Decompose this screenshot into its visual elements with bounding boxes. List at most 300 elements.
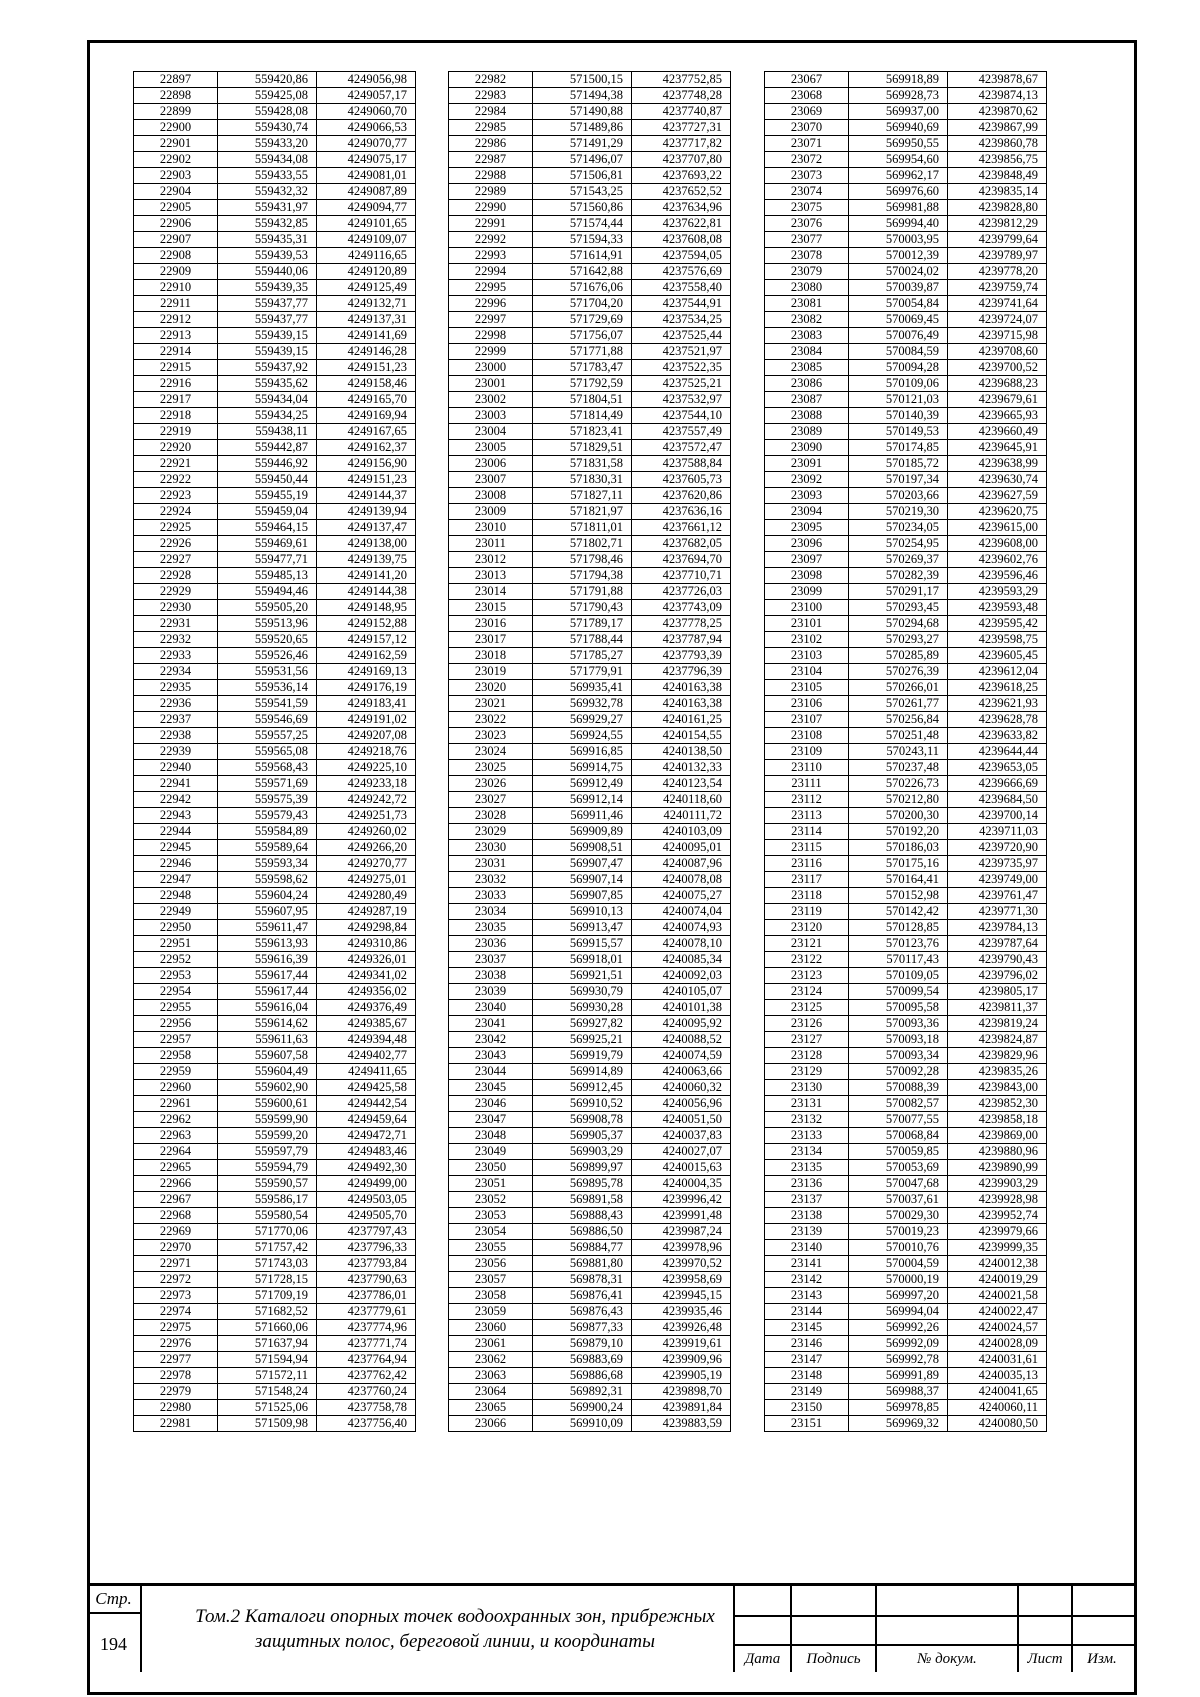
table-row bbox=[765, 632, 1047, 648]
y-coordinate-cell: 4240103,09 bbox=[632, 824, 731, 840]
y-coordinate-cell: 4249139,94 bbox=[317, 504, 416, 520]
x-coordinate-cell: 571771,88 bbox=[533, 344, 632, 360]
y-coordinate-cell: 4240080,50 bbox=[948, 1416, 1047, 1432]
point-number-cell: 23142 bbox=[765, 1272, 849, 1288]
x-coordinate-cell: 571506,81 bbox=[533, 168, 632, 184]
x-coordinate-cell: 559438,11 bbox=[218, 424, 317, 440]
point-number-cell: 22949 bbox=[134, 904, 218, 920]
point-number-cell: 23094 bbox=[765, 504, 849, 520]
x-coordinate-cell: 571791,88 bbox=[533, 584, 632, 600]
y-coordinate-cell: 4239688,23 bbox=[948, 376, 1047, 392]
x-coordinate-cell: 559432,32 bbox=[218, 184, 317, 200]
x-coordinate-cell: 571682,52 bbox=[218, 1304, 317, 1320]
title-block bbox=[87, 1583, 1137, 1672]
table-row bbox=[449, 952, 731, 968]
table-row bbox=[449, 392, 731, 408]
table-row bbox=[765, 872, 1047, 888]
point-number-cell: 23122 bbox=[765, 952, 849, 968]
x-coordinate-cell: 559428,08 bbox=[218, 104, 317, 120]
x-coordinate-cell: 571704,20 bbox=[533, 296, 632, 312]
y-coordinate-cell: 4239720,90 bbox=[948, 840, 1047, 856]
table-row bbox=[449, 72, 731, 88]
y-coordinate-cell: 4249060,70 bbox=[317, 104, 416, 120]
y-coordinate-cell: 4237525,21 bbox=[632, 376, 731, 392]
y-coordinate-cell: 4249144,37 bbox=[317, 488, 416, 504]
y-coordinate-cell: 4240060,32 bbox=[632, 1080, 731, 1096]
table-row bbox=[449, 312, 731, 328]
point-number-cell: 23026 bbox=[449, 776, 533, 792]
table-row bbox=[134, 1400, 416, 1416]
y-coordinate-cell: 4237793,84 bbox=[317, 1256, 416, 1272]
y-coordinate-cell: 4240027,07 bbox=[632, 1144, 731, 1160]
x-coordinate-cell: 559594,79 bbox=[218, 1160, 317, 1176]
point-number-cell: 23104 bbox=[765, 664, 849, 680]
table-row bbox=[134, 1320, 416, 1336]
point-number-cell: 22911 bbox=[134, 296, 218, 312]
point-number-cell: 23028 bbox=[449, 808, 533, 824]
table-row bbox=[765, 680, 1047, 696]
table-row bbox=[449, 568, 731, 584]
table-row bbox=[134, 1112, 416, 1128]
y-coordinate-cell: 4237758,78 bbox=[317, 1400, 416, 1416]
x-coordinate-cell: 571830,31 bbox=[533, 472, 632, 488]
y-coordinate-cell: 4237652,52 bbox=[632, 184, 731, 200]
x-coordinate-cell: 569940,69 bbox=[849, 120, 948, 136]
point-number-cell: 23105 bbox=[765, 680, 849, 696]
point-number-cell: 22939 bbox=[134, 744, 218, 760]
y-coordinate-cell: 4249505,70 bbox=[317, 1208, 416, 1224]
x-coordinate-cell: 559611,63 bbox=[218, 1032, 317, 1048]
table-row bbox=[134, 1176, 416, 1192]
y-coordinate-cell: 4239812,29 bbox=[948, 216, 1047, 232]
x-coordinate-cell: 559531,56 bbox=[218, 664, 317, 680]
y-coordinate-cell: 4237796,39 bbox=[632, 664, 731, 680]
y-coordinate-cell: 4240118,60 bbox=[632, 792, 731, 808]
point-number-cell: 22901 bbox=[134, 136, 218, 152]
point-number-cell: 23128 bbox=[765, 1048, 849, 1064]
x-coordinate-cell: 570088,39 bbox=[849, 1080, 948, 1096]
y-coordinate-cell: 4239952,74 bbox=[948, 1208, 1047, 1224]
y-coordinate-cell: 4237557,49 bbox=[632, 424, 731, 440]
x-coordinate-cell: 569992,09 bbox=[849, 1336, 948, 1352]
y-coordinate-cell: 4249326,01 bbox=[317, 952, 416, 968]
x-coordinate-cell: 571779,91 bbox=[533, 664, 632, 680]
x-coordinate-cell: 571494,38 bbox=[533, 88, 632, 104]
y-coordinate-cell: 4239630,74 bbox=[948, 472, 1047, 488]
table-row bbox=[449, 1192, 731, 1208]
y-coordinate-cell: 4237525,44 bbox=[632, 328, 731, 344]
point-number-cell: 22936 bbox=[134, 696, 218, 712]
table-row bbox=[765, 1032, 1047, 1048]
x-coordinate-cell: 570276,39 bbox=[849, 664, 948, 680]
y-coordinate-cell: 4239856,75 bbox=[948, 152, 1047, 168]
table-row bbox=[449, 1112, 731, 1128]
y-coordinate-cell: 4239761,47 bbox=[948, 888, 1047, 904]
point-number-cell: 22989 bbox=[449, 184, 533, 200]
y-coordinate-cell: 4237797,43 bbox=[317, 1224, 416, 1240]
y-coordinate-cell: 4240035,13 bbox=[948, 1368, 1047, 1384]
point-number-cell: 23116 bbox=[765, 856, 849, 872]
table-row bbox=[765, 360, 1047, 376]
x-coordinate-cell: 559590,57 bbox=[218, 1176, 317, 1192]
y-coordinate-cell: 4240051,50 bbox=[632, 1112, 731, 1128]
table-row bbox=[134, 584, 416, 600]
table-row bbox=[449, 104, 731, 120]
x-coordinate-cell: 570219,30 bbox=[849, 504, 948, 520]
y-coordinate-cell: 4237756,40 bbox=[317, 1416, 416, 1432]
table-row bbox=[765, 808, 1047, 824]
table-row bbox=[134, 88, 416, 104]
x-coordinate-cell: 570039,87 bbox=[849, 280, 948, 296]
x-coordinate-cell: 571743,03 bbox=[218, 1256, 317, 1272]
table-row bbox=[765, 1304, 1047, 1320]
table-row bbox=[765, 744, 1047, 760]
point-number-cell: 22986 bbox=[449, 136, 533, 152]
document-title-line-2: защитных полос, береговой линии, и координаты bbox=[254, 1631, 655, 1652]
point-number-cell: 23125 bbox=[765, 1000, 849, 1016]
table-row bbox=[449, 856, 731, 872]
y-coordinate-cell: 4237764,94 bbox=[317, 1352, 416, 1368]
point-number-cell: 23124 bbox=[765, 984, 849, 1000]
y-coordinate-cell: 4239958,69 bbox=[632, 1272, 731, 1288]
table-row bbox=[765, 504, 1047, 520]
y-coordinate-cell: 4240031,61 bbox=[948, 1352, 1047, 1368]
point-number-cell: 22958 bbox=[134, 1048, 218, 1064]
y-coordinate-cell: 4237748,28 bbox=[632, 88, 731, 104]
point-number-cell: 23082 bbox=[765, 312, 849, 328]
table-row bbox=[765, 264, 1047, 280]
x-coordinate-cell: 569919,79 bbox=[533, 1048, 632, 1064]
point-number-cell: 23136 bbox=[765, 1176, 849, 1192]
table-row bbox=[765, 488, 1047, 504]
coordinates-table-1 bbox=[133, 71, 416, 1432]
y-coordinate-cell: 4237532,97 bbox=[632, 392, 731, 408]
table-row bbox=[765, 1256, 1047, 1272]
point-number-cell: 23133 bbox=[765, 1128, 849, 1144]
table-row bbox=[449, 744, 731, 760]
table-row bbox=[765, 888, 1047, 904]
x-coordinate-cell: 569913,47 bbox=[533, 920, 632, 936]
y-coordinate-cell: 4249116,65 bbox=[317, 248, 416, 264]
point-number-cell: 22960 bbox=[134, 1080, 218, 1096]
x-coordinate-cell: 559589,64 bbox=[218, 840, 317, 856]
table-row bbox=[449, 1400, 731, 1416]
table-row bbox=[134, 824, 416, 840]
table-row bbox=[449, 712, 731, 728]
table-row bbox=[134, 472, 416, 488]
x-coordinate-cell: 571756,07 bbox=[533, 328, 632, 344]
point-number-cell: 22942 bbox=[134, 792, 218, 808]
point-number-cell: 22937 bbox=[134, 712, 218, 728]
table-row bbox=[134, 1256, 416, 1272]
x-coordinate-cell: 569916,85 bbox=[533, 744, 632, 760]
x-coordinate-cell: 569918,89 bbox=[849, 72, 948, 88]
point-number-cell: 23048 bbox=[449, 1128, 533, 1144]
x-coordinate-cell: 570117,43 bbox=[849, 952, 948, 968]
x-coordinate-cell: 569910,13 bbox=[533, 904, 632, 920]
point-number-cell: 22944 bbox=[134, 824, 218, 840]
point-number-cell: 22975 bbox=[134, 1320, 218, 1336]
y-coordinate-cell: 4249141,69 bbox=[317, 328, 416, 344]
x-coordinate-cell: 559584,89 bbox=[218, 824, 317, 840]
x-coordinate-cell: 559433,55 bbox=[218, 168, 317, 184]
point-number-cell: 22915 bbox=[134, 360, 218, 376]
x-coordinate-cell: 569891,58 bbox=[533, 1192, 632, 1208]
table-row bbox=[765, 648, 1047, 664]
x-coordinate-cell: 570076,49 bbox=[849, 328, 948, 344]
point-number-cell: 23145 bbox=[765, 1320, 849, 1336]
x-coordinate-cell: 571798,46 bbox=[533, 552, 632, 568]
point-number-cell: 23120 bbox=[765, 920, 849, 936]
x-coordinate-cell: 569912,49 bbox=[533, 776, 632, 792]
y-coordinate-cell: 4249251,73 bbox=[317, 808, 416, 824]
point-number-cell: 23141 bbox=[765, 1256, 849, 1272]
table-row bbox=[134, 568, 416, 584]
x-coordinate-cell: 570019,23 bbox=[849, 1224, 948, 1240]
point-number-cell: 23051 bbox=[449, 1176, 533, 1192]
point-number-cell: 22943 bbox=[134, 808, 218, 824]
x-coordinate-cell: 569969,32 bbox=[849, 1416, 948, 1432]
point-number-cell: 23060 bbox=[449, 1320, 533, 1336]
y-coordinate-cell: 4240060,11 bbox=[948, 1400, 1047, 1416]
table-row bbox=[449, 184, 731, 200]
table-row bbox=[134, 904, 416, 920]
table-row bbox=[449, 408, 731, 424]
table-row bbox=[449, 264, 731, 280]
x-coordinate-cell: 570142,42 bbox=[849, 904, 948, 920]
y-coordinate-cell: 4249341,02 bbox=[317, 968, 416, 984]
y-coordinate-cell: 4239945,15 bbox=[632, 1288, 731, 1304]
point-number-cell: 22932 bbox=[134, 632, 218, 648]
table-row bbox=[449, 1016, 731, 1032]
point-number-cell: 23047 bbox=[449, 1112, 533, 1128]
y-coordinate-cell: 4237634,96 bbox=[632, 200, 731, 216]
point-number-cell: 23086 bbox=[765, 376, 849, 392]
y-coordinate-cell: 4249356,02 bbox=[317, 984, 416, 1000]
point-number-cell: 23052 bbox=[449, 1192, 533, 1208]
point-number-cell: 23030 bbox=[449, 840, 533, 856]
y-coordinate-cell: 4239996,42 bbox=[632, 1192, 731, 1208]
x-coordinate-cell: 569937,00 bbox=[849, 104, 948, 120]
y-coordinate-cell: 4240028,09 bbox=[948, 1336, 1047, 1352]
y-coordinate-cell: 4249109,07 bbox=[317, 232, 416, 248]
y-coordinate-cell: 4237521,97 bbox=[632, 344, 731, 360]
y-coordinate-cell: 4249280,49 bbox=[317, 888, 416, 904]
point-number-cell: 22934 bbox=[134, 664, 218, 680]
table-row bbox=[449, 88, 731, 104]
point-number-cell: 22921 bbox=[134, 456, 218, 472]
y-coordinate-cell: 4240037,83 bbox=[632, 1128, 731, 1144]
point-number-cell: 23091 bbox=[765, 456, 849, 472]
x-coordinate-cell: 570000,19 bbox=[849, 1272, 948, 1288]
x-coordinate-cell: 569878,31 bbox=[533, 1272, 632, 1288]
x-coordinate-cell: 559459,04 bbox=[218, 504, 317, 520]
y-coordinate-cell: 4239878,67 bbox=[948, 72, 1047, 88]
y-coordinate-cell: 4239790,43 bbox=[948, 952, 1047, 968]
point-number-cell: 23102 bbox=[765, 632, 849, 648]
x-coordinate-cell: 559526,46 bbox=[218, 648, 317, 664]
point-number-cell: 22918 bbox=[134, 408, 218, 424]
y-coordinate-cell: 4240088,52 bbox=[632, 1032, 731, 1048]
point-number-cell: 22972 bbox=[134, 1272, 218, 1288]
x-coordinate-cell: 570037,61 bbox=[849, 1192, 948, 1208]
table-row bbox=[134, 1032, 416, 1048]
point-number-cell: 23008 bbox=[449, 488, 533, 504]
document-title bbox=[145, 1604, 765, 1654]
point-number-cell: 22927 bbox=[134, 552, 218, 568]
x-coordinate-cell: 570093,36 bbox=[849, 1016, 948, 1032]
x-coordinate-cell: 559437,77 bbox=[218, 296, 317, 312]
y-coordinate-cell: 4237605,73 bbox=[632, 472, 731, 488]
y-coordinate-cell: 4239621,93 bbox=[948, 696, 1047, 712]
table-row bbox=[449, 552, 731, 568]
table-row bbox=[134, 1224, 416, 1240]
y-coordinate-cell: 4237752,85 bbox=[632, 72, 731, 88]
y-coordinate-cell: 4239919,61 bbox=[632, 1336, 731, 1352]
point-number-cell: 23022 bbox=[449, 712, 533, 728]
x-coordinate-cell: 570237,48 bbox=[849, 760, 948, 776]
table-row bbox=[449, 1000, 731, 1016]
x-coordinate-cell: 559565,08 bbox=[218, 744, 317, 760]
table-row bbox=[134, 360, 416, 376]
x-coordinate-cell: 559432,85 bbox=[218, 216, 317, 232]
x-coordinate-cell: 569884,77 bbox=[533, 1240, 632, 1256]
point-number-cell: 23014 bbox=[449, 584, 533, 600]
table-row bbox=[765, 1240, 1047, 1256]
y-coordinate-cell: 4240163,38 bbox=[632, 680, 731, 696]
point-number-cell: 23134 bbox=[765, 1144, 849, 1160]
y-coordinate-cell: 4239835,14 bbox=[948, 184, 1047, 200]
table-row bbox=[134, 152, 416, 168]
y-coordinate-cell: 4239880,96 bbox=[948, 1144, 1047, 1160]
table-row bbox=[134, 552, 416, 568]
y-coordinate-cell: 4249298,84 bbox=[317, 920, 416, 936]
x-coordinate-cell: 571614,91 bbox=[533, 248, 632, 264]
x-coordinate-cell: 571790,43 bbox=[533, 600, 632, 616]
table-row bbox=[449, 1320, 731, 1336]
x-coordinate-cell: 559604,49 bbox=[218, 1064, 317, 1080]
y-coordinate-cell: 4249225,10 bbox=[317, 760, 416, 776]
y-coordinate-cell: 4249157,12 bbox=[317, 632, 416, 648]
point-number-cell: 23031 bbox=[449, 856, 533, 872]
table-row bbox=[449, 1336, 731, 1352]
y-coordinate-cell: 4240138,50 bbox=[632, 744, 731, 760]
point-number-cell: 23032 bbox=[449, 872, 533, 888]
point-number-cell: 23053 bbox=[449, 1208, 533, 1224]
point-number-cell: 23110 bbox=[765, 760, 849, 776]
point-number-cell: 23095 bbox=[765, 520, 849, 536]
point-number-cell: 23041 bbox=[449, 1016, 533, 1032]
y-coordinate-cell: 4237608,08 bbox=[632, 232, 731, 248]
x-coordinate-cell: 559439,53 bbox=[218, 248, 317, 264]
point-number-cell: 22997 bbox=[449, 312, 533, 328]
table-row bbox=[449, 136, 731, 152]
point-number-cell: 23033 bbox=[449, 888, 533, 904]
y-coordinate-cell: 4239602,76 bbox=[948, 552, 1047, 568]
y-coordinate-cell: 4249132,71 bbox=[317, 296, 416, 312]
point-number-cell: 23109 bbox=[765, 744, 849, 760]
table-row bbox=[765, 776, 1047, 792]
point-number-cell: 22945 bbox=[134, 840, 218, 856]
y-coordinate-cell: 4249057,17 bbox=[317, 88, 416, 104]
point-number-cell: 23024 bbox=[449, 744, 533, 760]
table-row bbox=[134, 424, 416, 440]
x-coordinate-cell: 571525,06 bbox=[218, 1400, 317, 1416]
table-row bbox=[134, 184, 416, 200]
point-number-cell: 23121 bbox=[765, 936, 849, 952]
point-number-cell: 23005 bbox=[449, 440, 533, 456]
table-row bbox=[134, 840, 416, 856]
y-coordinate-cell: 4240163,38 bbox=[632, 696, 731, 712]
table-row bbox=[449, 1096, 731, 1112]
y-coordinate-cell: 4239883,59 bbox=[632, 1416, 731, 1432]
table-row bbox=[765, 904, 1047, 920]
point-number-cell: 23072 bbox=[765, 152, 849, 168]
table-row bbox=[765, 952, 1047, 968]
table-row bbox=[449, 968, 731, 984]
table-row bbox=[134, 1304, 416, 1320]
point-number-cell: 22970 bbox=[134, 1240, 218, 1256]
x-coordinate-cell: 569997,20 bbox=[849, 1288, 948, 1304]
point-number-cell: 23107 bbox=[765, 712, 849, 728]
y-coordinate-cell: 4249218,76 bbox=[317, 744, 416, 760]
table-row bbox=[449, 1384, 731, 1400]
x-coordinate-cell: 559446,92 bbox=[218, 456, 317, 472]
document-title-line-1: Том.2 Каталоги опорных точек водоохранных зон, прибрежных bbox=[195, 1606, 715, 1627]
x-coordinate-cell: 571783,47 bbox=[533, 360, 632, 376]
y-coordinate-cell: 4239789,97 bbox=[948, 248, 1047, 264]
point-number-cell: 22929 bbox=[134, 584, 218, 600]
point-number-cell: 22946 bbox=[134, 856, 218, 872]
x-coordinate-cell: 569981,88 bbox=[849, 200, 948, 216]
x-coordinate-cell: 571823,41 bbox=[533, 424, 632, 440]
point-number-cell: 23146 bbox=[765, 1336, 849, 1352]
point-number-cell: 22993 bbox=[449, 248, 533, 264]
change-column-header: Изм. bbox=[1087, 1651, 1117, 1667]
table-row bbox=[449, 1240, 731, 1256]
table-row bbox=[449, 888, 731, 904]
point-number-cell: 22919 bbox=[134, 424, 218, 440]
x-coordinate-cell: 570140,39 bbox=[849, 408, 948, 424]
point-number-cell: 23101 bbox=[765, 616, 849, 632]
table-row bbox=[134, 1192, 416, 1208]
table-row bbox=[134, 1288, 416, 1304]
x-coordinate-cell: 569954,60 bbox=[849, 152, 948, 168]
x-coordinate-cell: 570152,98 bbox=[849, 888, 948, 904]
point-number-cell: 23137 bbox=[765, 1192, 849, 1208]
x-coordinate-cell: 571789,17 bbox=[533, 616, 632, 632]
x-coordinate-cell: 571574,44 bbox=[533, 216, 632, 232]
table-row bbox=[134, 408, 416, 424]
x-coordinate-cell: 569886,68 bbox=[533, 1368, 632, 1384]
table-row bbox=[134, 1064, 416, 1080]
y-coordinate-cell: 4239784,13 bbox=[948, 920, 1047, 936]
y-coordinate-cell: 4240012,38 bbox=[948, 1256, 1047, 1272]
table-row bbox=[765, 568, 1047, 584]
y-coordinate-cell: 4237743,09 bbox=[632, 600, 731, 616]
point-number-cell: 22974 bbox=[134, 1304, 218, 1320]
table-row bbox=[134, 648, 416, 664]
x-coordinate-cell: 559617,44 bbox=[218, 984, 317, 1000]
x-coordinate-cell: 569924,55 bbox=[533, 728, 632, 744]
point-number-cell: 23138 bbox=[765, 1208, 849, 1224]
x-coordinate-cell: 571709,19 bbox=[218, 1288, 317, 1304]
point-number-cell: 23112 bbox=[765, 792, 849, 808]
x-coordinate-cell: 559442,87 bbox=[218, 440, 317, 456]
table-row bbox=[449, 600, 731, 616]
table-row bbox=[449, 1304, 731, 1320]
y-coordinate-cell: 4239870,62 bbox=[948, 104, 1047, 120]
